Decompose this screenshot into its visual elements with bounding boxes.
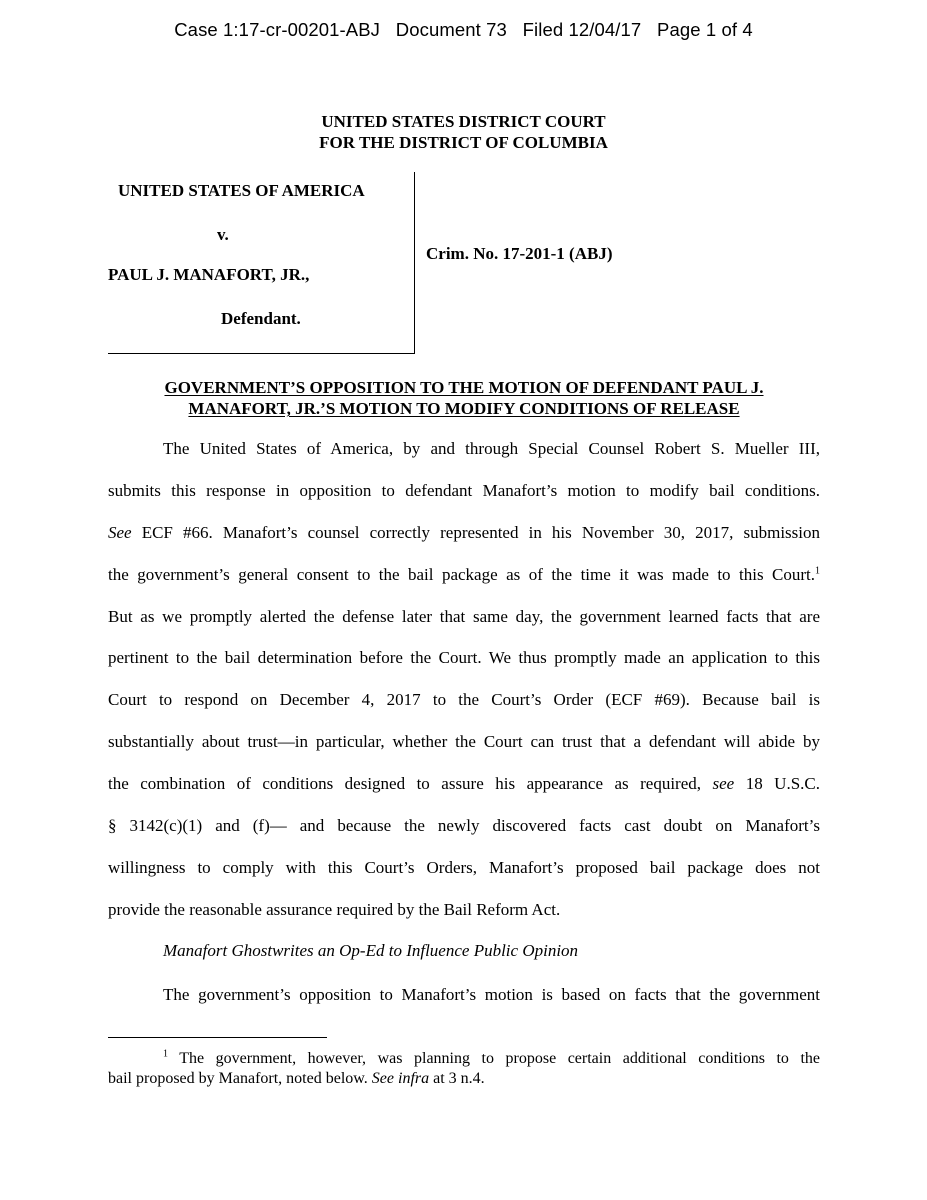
section-subheading: Manafort Ghostwrites an Op-Ed to Influence Public Opinion <box>163 941 579 960</box>
body-line: pertinent to the bail determination before the Court. We thus promptly made an application to this <box>108 648 820 668</box>
body-line: submits this response in opposition to defendant Manafort’s motion to modify bail conditions. <box>108 480 820 500</box>
caption-case-number: Crim. No. 17-201-1 (ABJ) <box>426 244 613 263</box>
footnote-rule <box>108 1037 327 1038</box>
footnote-reference: 1 <box>815 565 820 577</box>
caption-vertical-rule <box>414 172 415 354</box>
court-name <box>0 111 927 153</box>
body-line: Court to respond on December 4, 2017 to the Court’s Order (ECF #69). Because bail is <box>108 690 820 710</box>
footnote-number: 1 <box>163 1048 168 1060</box>
body-line: But as we promptly alerted the defense later that same day, the government learned facts that are <box>108 606 820 626</box>
caption-plaintiff: UNITED STATES OF AMERICA <box>118 181 365 200</box>
caption-horizontal-rule <box>108 353 415 354</box>
court-line-1: UNITED STATES DISTRICT COURT <box>321 112 606 131</box>
caption-defendant: PAUL J. MANAFORT, JR., <box>108 265 310 284</box>
footnote-line-1: $^1$ The government, however, was planning to propose certain additional conditions to the <box>163 1048 820 1067</box>
see-infra-citation: See infra <box>371 1070 430 1087</box>
court-line-2: FOR THE DISTRICT OF COLUMBIA <box>319 133 608 152</box>
footnote <box>108 1049 820 1089</box>
filed-date: Filed 12/04/17 <box>522 19 642 40</box>
caption-defendant-role: Defendant. <box>221 309 301 328</box>
title-line-1: GOVERNMENT’S OPPOSITION TO THE MOTION OF DEFENDANT PAUL J. <box>164 378 764 397</box>
body-line: the combination of conditions designed to assure his appearance as required, see 18 U.S.C. <box>108 774 821 794</box>
case-number-header: Case 1:17-cr-00201-ABJ <box>174 19 381 40</box>
body-line: willingness to comply with this Court’s Orders, Manafort’s proposed bail package does not <box>108 857 820 877</box>
document-number: Document 73 <box>395 19 507 40</box>
body-line: provide the reasonable assurance required by the Bail Reform Act. <box>108 899 561 919</box>
document-title <box>108 377 820 419</box>
case-header <box>0 19 927 41</box>
see-citation: See <box>108 522 132 542</box>
body-line: the government’s general consent to the bail package as of the time it was made to this Court.$^1$ <box>108 564 820 584</box>
caption-versus: v. <box>217 225 229 244</box>
see-citation: see <box>712 774 735 794</box>
body-line: The government’s opposition to Manafort’s motion is based on facts that the government <box>163 985 820 1004</box>
body-line: The United States of America, by and through Special Counsel Robert S. Mueller III, <box>163 439 820 458</box>
title-line-2: MANAFORT, JR.’S MOTION TO MODIFY CONDITIONS OF RELEASE <box>188 399 740 418</box>
page-indicator: Page 1 of 4 <box>657 19 753 40</box>
body-paragraph-2 <box>108 974 820 1016</box>
footnote-line-2: bail proposed by Manafort, noted below. See infra at 3 n.4. <box>108 1070 485 1087</box>
body-line: substantially about trust—in particular, whether the Court can trust that a defendant will abide by <box>108 732 820 752</box>
body-line: § 3142(c)(1) and (f)— and because the newly discovered facts cast doubt on Manafort’s <box>108 816 820 836</box>
body-paragraph-1 <box>108 428 820 931</box>
body-line: See ECF #66. Manafort’s counsel correctly represented in his November 30, 2017, submission <box>108 522 820 542</box>
